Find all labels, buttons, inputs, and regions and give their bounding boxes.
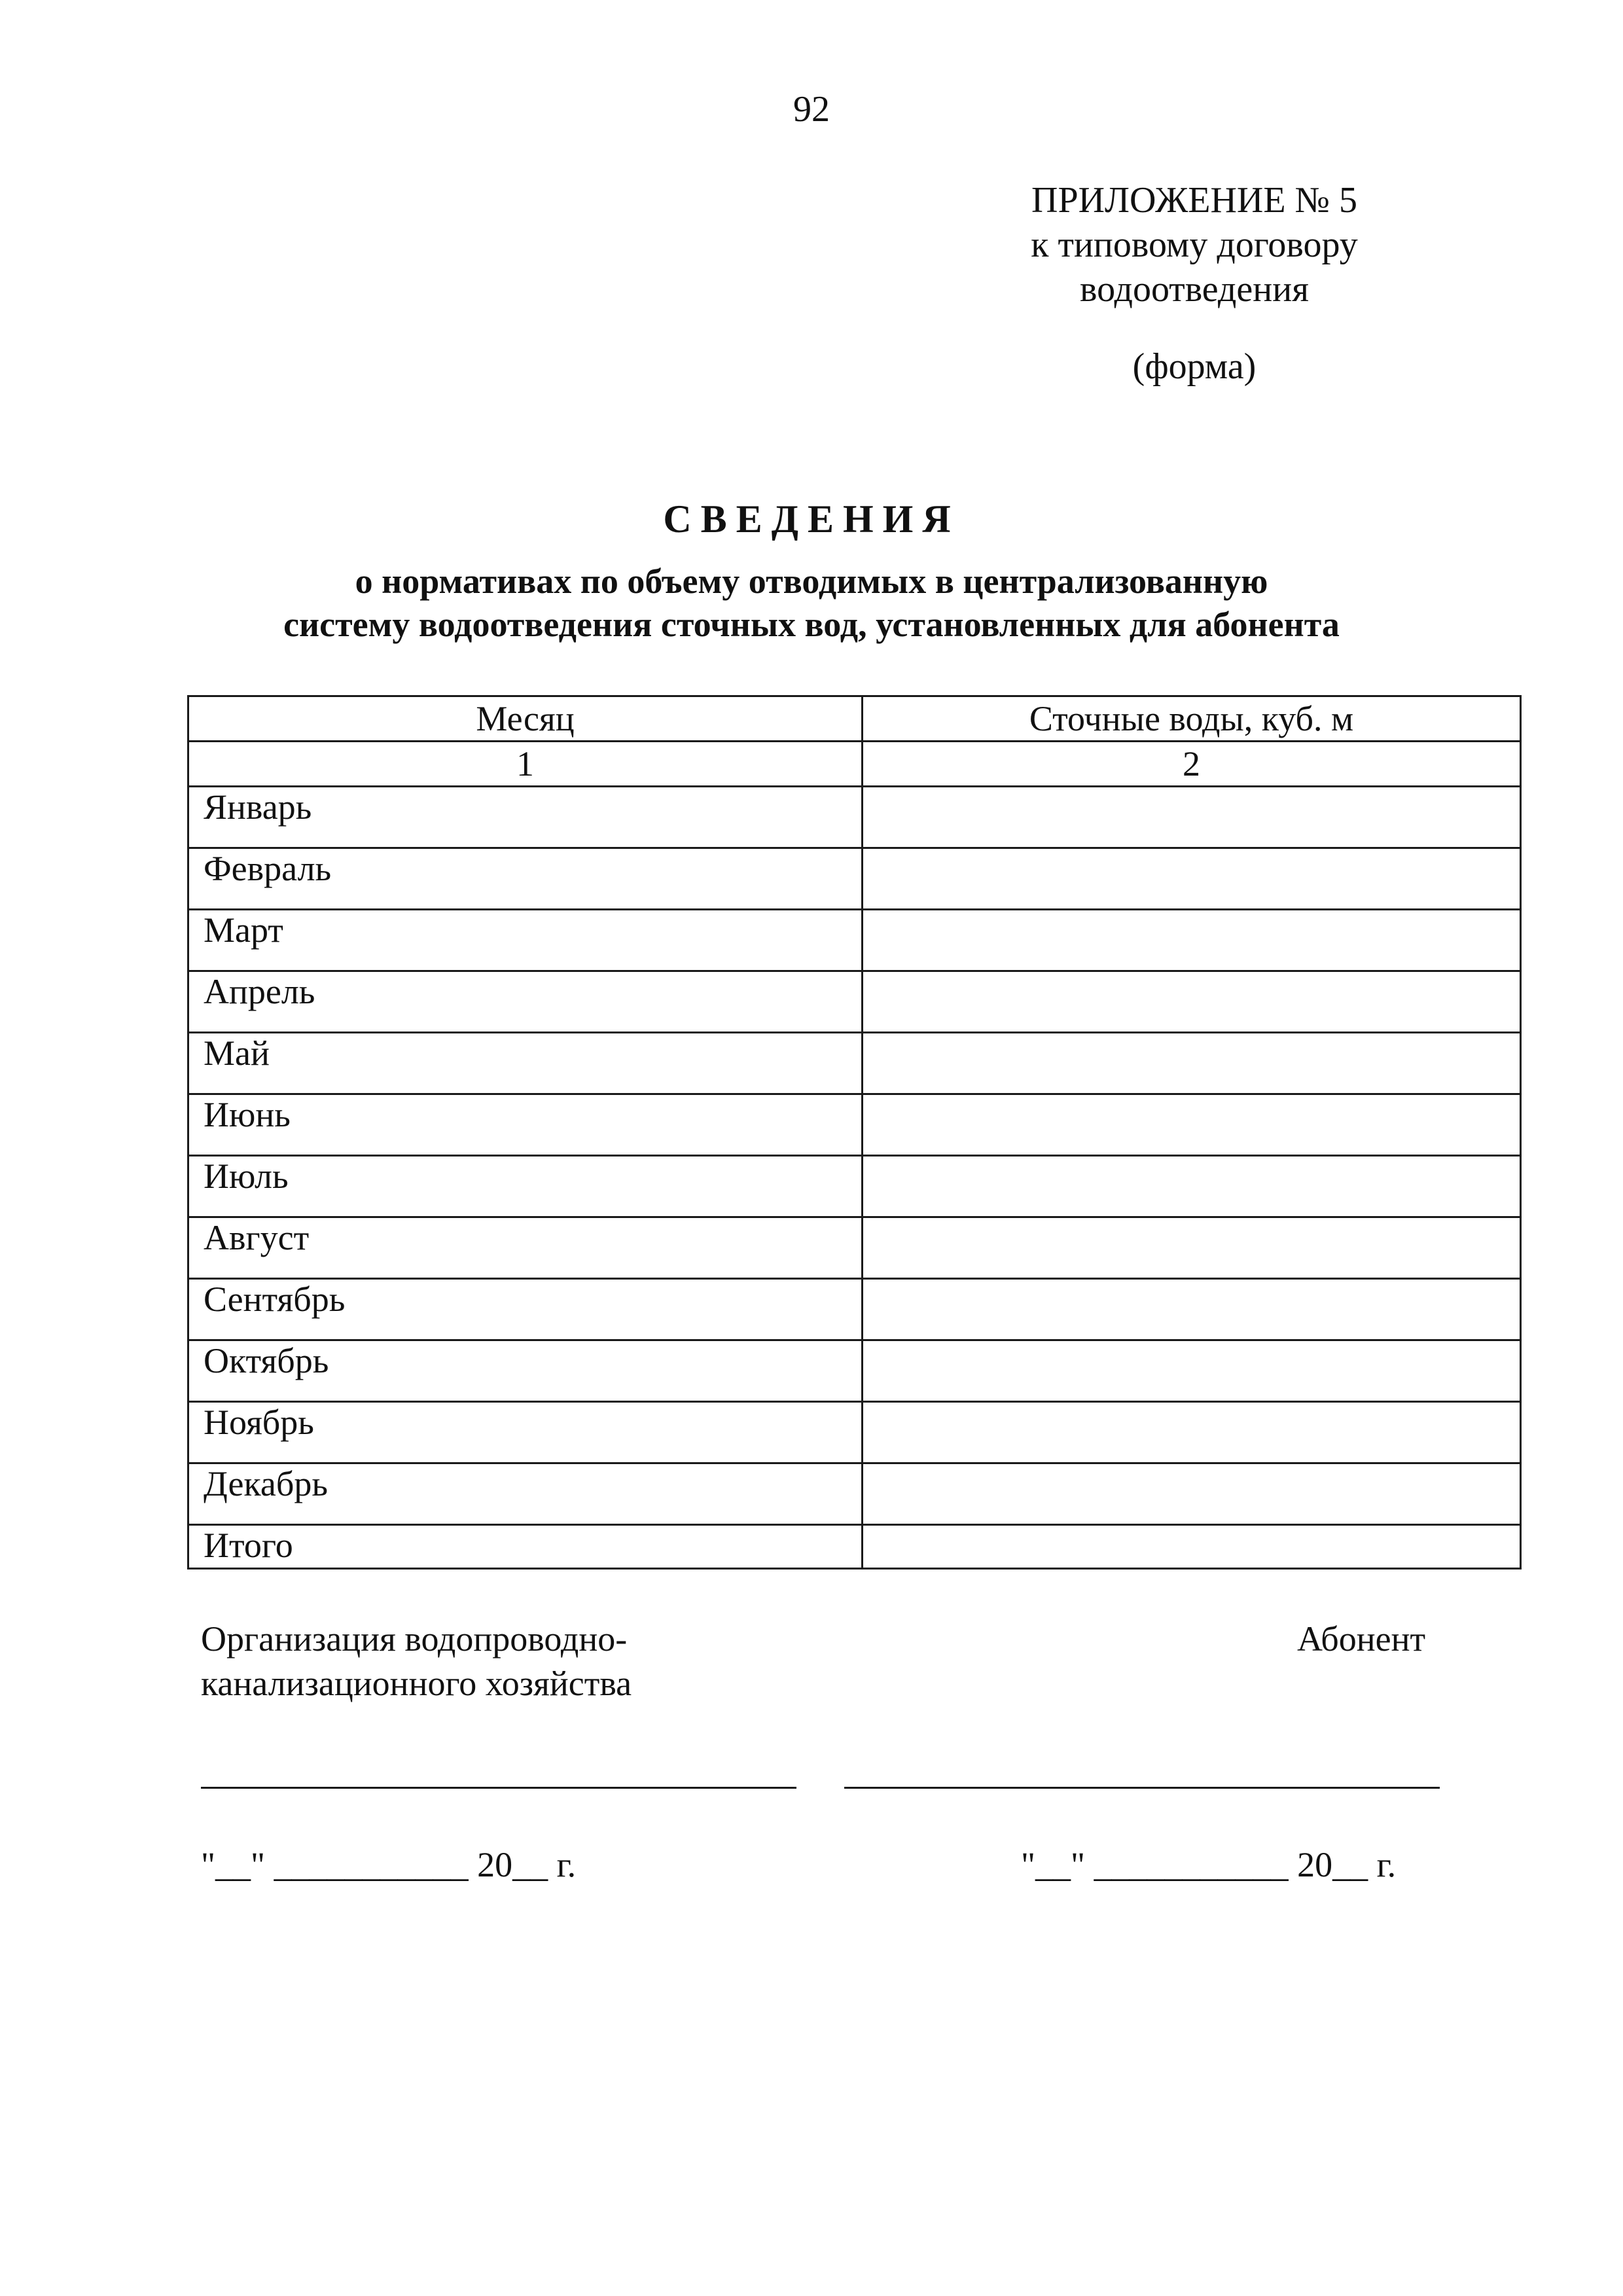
table-row	[188, 1156, 1521, 1217]
wastewater-value-cell[interactable]	[863, 848, 1521, 910]
month-cell: Декабрь	[188, 1463, 863, 1525]
table-row	[188, 1402, 1521, 1463]
appendix-block	[982, 178, 1407, 389]
month-cell: Май	[188, 1033, 863, 1094]
month-cell: Март	[188, 910, 863, 971]
wastewater-value-cell[interactable]	[863, 1156, 1521, 1217]
header-month: Месяц	[188, 696, 863, 742]
month-cell: Февраль	[188, 848, 863, 910]
month-cell: Июль	[188, 1156, 863, 1217]
month-cell: Апрель	[188, 971, 863, 1033]
table-row	[188, 1340, 1521, 1402]
table-row	[188, 1463, 1521, 1525]
table-row	[188, 1525, 1521, 1569]
party-organization-line-1: Организация водопроводно-	[201, 1619, 628, 1659]
wastewater-value-cell[interactable]	[863, 910, 1521, 971]
page-number: 92	[793, 89, 830, 130]
document-subheading	[157, 560, 1466, 646]
wastewater-value-cell[interactable]	[863, 787, 1521, 848]
date-field-organization[interactable]: "__" ___________ 20__ г.	[201, 1845, 577, 1884]
table-row	[188, 910, 1521, 971]
column-number-2: 2	[863, 742, 1521, 787]
month-cell: Итого	[188, 1525, 863, 1569]
table-row	[188, 787, 1521, 848]
wastewater-value-cell[interactable]	[863, 1402, 1521, 1463]
date-field-subscriber[interactable]: "__" ___________ 20__ г.	[1021, 1845, 1397, 1884]
party-organization	[201, 1617, 632, 1706]
table-row	[188, 971, 1521, 1033]
table-row	[188, 1033, 1521, 1094]
column-number-row	[188, 742, 1521, 787]
appendix-title: ПРИЛОЖЕНИЕ № 5	[1031, 180, 1357, 221]
signature-line-organization[interactable]	[201, 1787, 796, 1789]
party-subscriber: Абонент	[1297, 1619, 1426, 1659]
wastewater-value-cell[interactable]	[863, 1279, 1521, 1340]
subheading-line-2: систему водоотведения сточных вод, установленных для абонента	[283, 605, 1340, 644]
table-header-row	[188, 696, 1521, 742]
table-row	[188, 1094, 1521, 1156]
table-row	[188, 848, 1521, 910]
month-cell: Октябрь	[188, 1340, 863, 1402]
month-cell: Ноябрь	[188, 1402, 863, 1463]
wastewater-value-cell[interactable]	[863, 1094, 1521, 1156]
wastewater-value-cell[interactable]	[863, 971, 1521, 1033]
table-row	[188, 1217, 1521, 1279]
party-organization-line-2: канализационного хозяйства	[201, 1664, 632, 1703]
column-number-1: 1	[188, 742, 863, 787]
month-cell: Сентябрь	[188, 1279, 863, 1340]
month-cell: Январь	[188, 787, 863, 848]
wastewater-value-cell[interactable]	[863, 1525, 1521, 1569]
appendix-line-1: к типовому договору	[1031, 224, 1358, 265]
month-cell: Июнь	[188, 1094, 863, 1156]
document-heading: СВЕДЕНИЯ	[663, 497, 960, 541]
header-wastewater: Сточные воды, куб. м	[863, 696, 1521, 742]
wastewater-value-cell[interactable]	[863, 1463, 1521, 1525]
month-cell: Август	[188, 1217, 863, 1279]
wastewater-value-cell[interactable]	[863, 1340, 1521, 1402]
table-row	[188, 1279, 1521, 1340]
wastewater-value-cell[interactable]	[863, 1217, 1521, 1279]
signature-line-subscriber[interactable]	[844, 1787, 1440, 1789]
subheading-line-1: о нормативах по объему отводимых в централизованную	[355, 562, 1268, 601]
form-label: (форма)	[1132, 346, 1257, 387]
norms-table	[187, 695, 1522, 1570]
appendix-line-2: водоотведения	[1080, 269, 1309, 310]
wastewater-value-cell[interactable]	[863, 1033, 1521, 1094]
